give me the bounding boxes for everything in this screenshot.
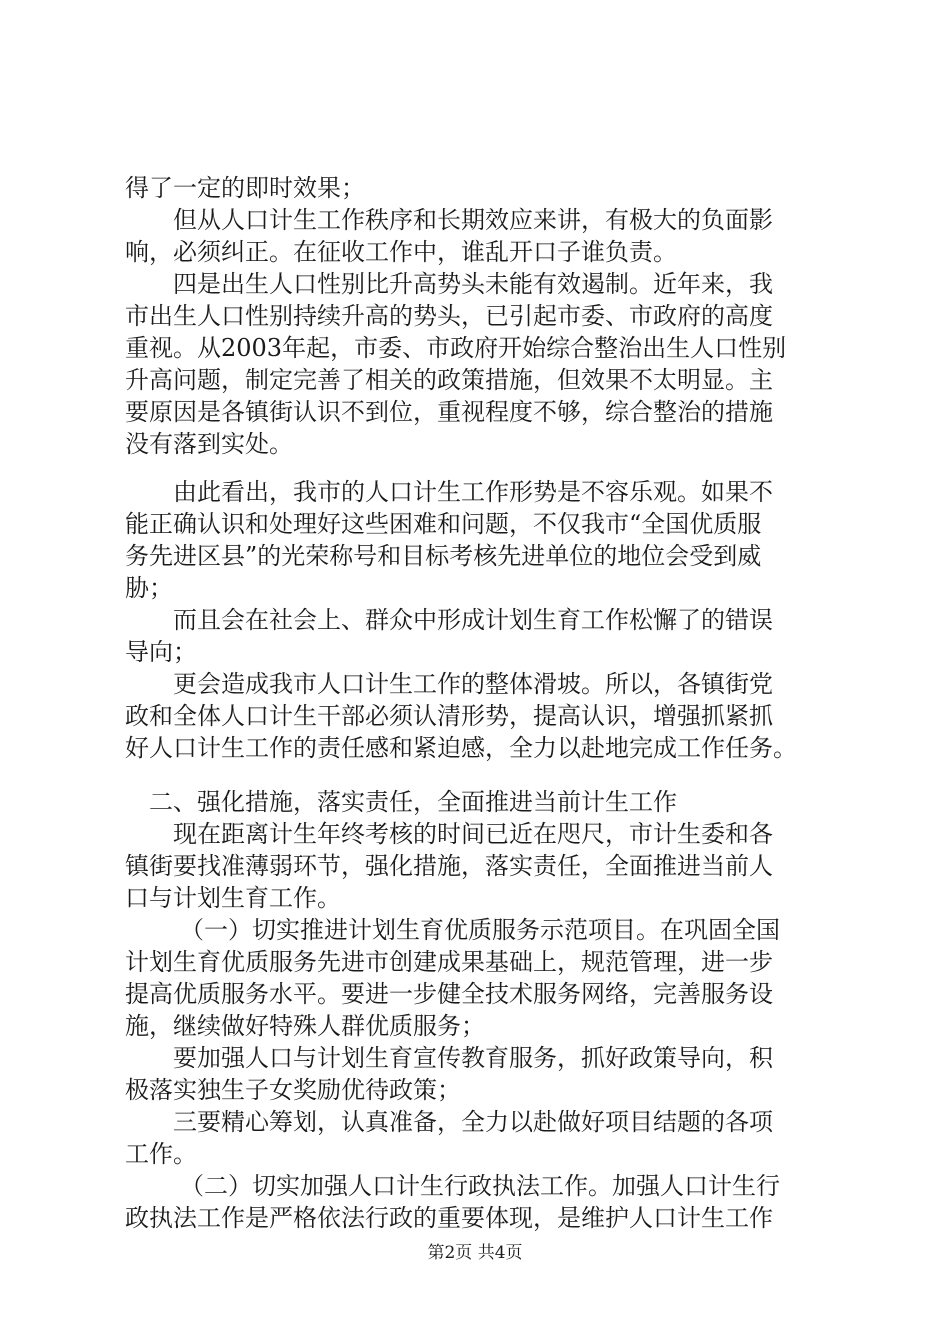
text-line: 升高问题，制定完善了相关的政策措施，但效果不太明显。主	[125, 366, 773, 394]
text-line: 务先进区县”的光荣称号和目标考核先进单位的地位会受到威	[125, 542, 762, 570]
text-line: 工作。	[125, 1140, 197, 1168]
text-line: 极落实独生子女奖励优待政策；	[125, 1076, 461, 1104]
text-line: （二）切实加强人口计生行政执法工作。加强人口计生行	[180, 1172, 780, 1200]
text-line: 导向；	[125, 638, 197, 666]
text-line: 现在距离计生年终考核的时间已近在咫尺，市计生委和各	[173, 820, 773, 848]
text-line: 胁；	[125, 574, 173, 602]
text-line: 得了一定的即时效果；	[125, 174, 365, 202]
text-line: 三要精心筹划，认真准备，全力以赴做好项目结题的各项	[173, 1108, 773, 1136]
text-line: 由此看出，我市的人口计生工作形势是不容乐观。如果不	[173, 478, 773, 506]
text-line: （一）切实推进计划生育优质服务示范项目。在巩固全国	[180, 916, 780, 944]
text-line: 口与计划生育工作。	[125, 884, 341, 912]
section-heading: 二、强化措施，落实责任，全面推进当前计生工作	[149, 788, 677, 816]
text-line: 四是出生人口性别比升高势头未能有效遏制。近年来，我	[173, 270, 773, 298]
text-line: 能正确认识和处理好这些困难和问题，不仅我市“全国优质服	[125, 510, 762, 538]
text-line: 没有落到实处。	[125, 430, 293, 458]
text-line: 计划生育优质服务先进市创建成果基础上，规范管理，进一步	[125, 948, 773, 976]
text-line: 施，继续做好特殊人群优质服务；	[125, 1012, 485, 1040]
text-line: 但从人口计生工作秩序和长期效应来讲，有极大的负面影	[173, 206, 773, 234]
text-line: 好人口计生工作的责任感和紧迫感，全力以赴地完成工作任务。	[125, 734, 797, 762]
text-line: 市出生人口性别持续升高的势头，已引起市委、市政府的高度	[125, 302, 773, 330]
text-line: 而且会在社会上、群众中形成计划生育工作松懈了的错误	[173, 606, 773, 634]
text-line: 重视。从2003年起，市委、市政府开始综合整治出生人口性别	[125, 334, 787, 362]
text-line: 要原因是各镇街认识不到位，重视程度不够，综合整治的措施	[125, 398, 773, 426]
text-line: 政和全体人口计生干部必须认清形势，提高认识，增强抓紧抓	[125, 702, 773, 730]
text-line: 政执法工作是严格依法行政的重要体现，是维护人口计生工作	[125, 1204, 773, 1232]
text-line: 更会造成我市人口计生工作的整体滑坡。所以，各镇街党	[173, 670, 773, 698]
text-line: 镇街要找准薄弱环节，强化措施，落实责任，全面推进当前人	[125, 852, 773, 880]
page-footer: 第2页 共4页	[427, 1243, 523, 1263]
text-line: 提高优质服务水平。要进一步健全技术服务网络，完善服务设	[125, 980, 773, 1008]
text-line: 要加强人口与计划生育宣传教育服务，抓好政策导向，积	[173, 1044, 773, 1072]
text-line: 响，必须纠正。在征收工作中，谁乱开口子谁负责。	[125, 238, 677, 266]
